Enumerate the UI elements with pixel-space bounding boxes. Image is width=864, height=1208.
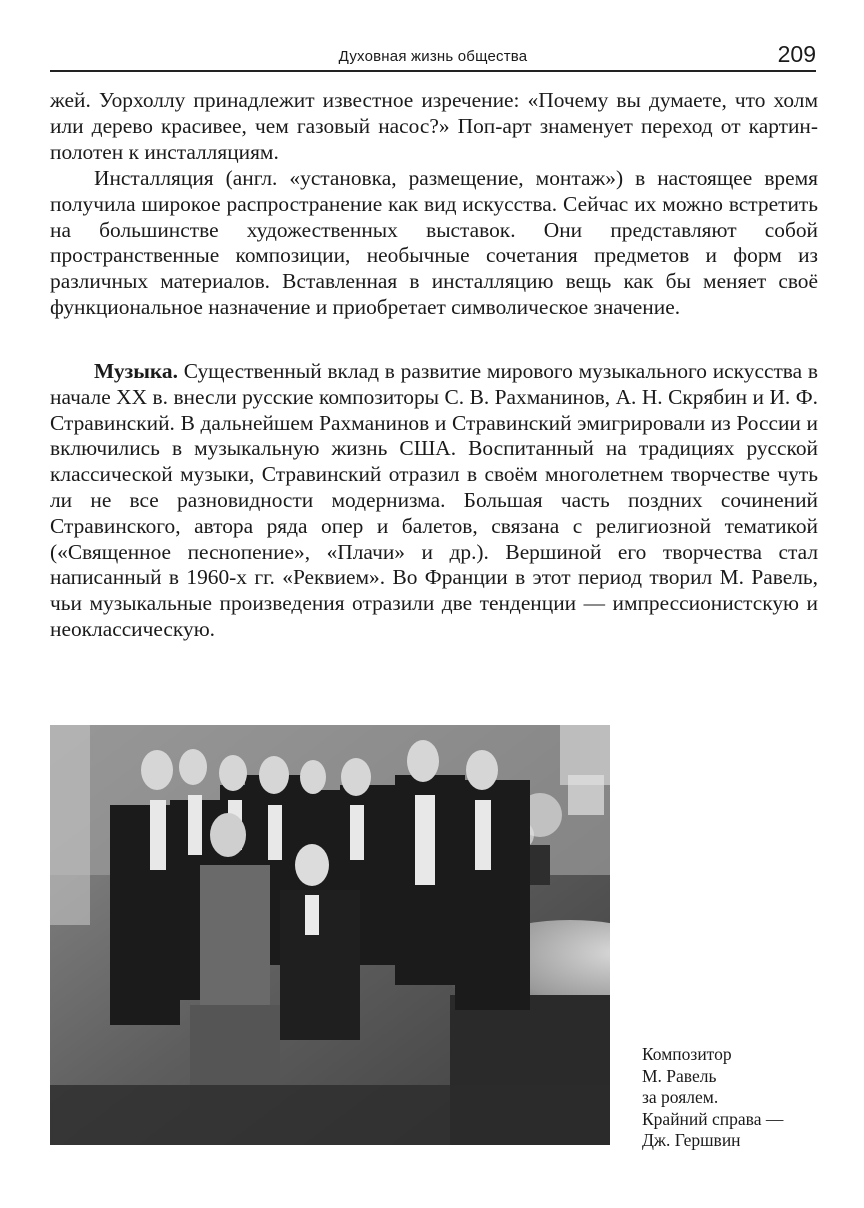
caption-line-4: Крайний справа — [642,1108,784,1129]
paragraph-music [50,359,818,643]
paragraph-1 [50,88,818,165]
caption-line-2: М. Равель [642,1065,717,1086]
running-title: Духовная жизнь общества [338,48,528,65]
photo-illustration [50,725,610,1145]
paragraph-installation [50,166,818,321]
music-run-in-heading: Музыка. [94,359,178,383]
paragraph-1-text: жей. Уорхоллу принадлежит известное изречение: «Почему вы думаете, что холм или дерево красивее, чем газовый насос?» Поп-арт знаменует переход от картин-полотен к инсталляциям. [50,88,818,164]
ravel-gershwin-photo [50,725,610,1145]
paragraph-installation-text: Инсталляция (англ. «установка, размещение, монтаж») в настоящее время получила широкое распространение как вид искусства. Сейчас их можно встретить на большинстве художественных выставок. Они представляют собой пространственные композиции, необычные сочетания предметов и форм из различных материалов. Вставленная в инсталляцию вещь как бы меняет своё функциональное назначение и приобретает символическое значение. [50,166,818,319]
caption-line-1: Композитор [642,1044,732,1064]
caption-line-5: Дж. Гершвин [642,1130,741,1150]
music-paragraph-body: Существенный вклад в развитие мирового музыкального искусства в начале XX в. внесли русские композиторы С. В. Рахманинов, А. Н. Скрябин и И. Ф. Стравинский. В дальнейшем Рахманинов и Стравинский эмигрировали из России и включились в музыкальную жизнь США. Воспитанный на традициях русской классической музыки, Стравинский отразил в своём многолетнем творчестве чуть ли не все разновидности модернизма. Большая часть поздних сочинений Стравинского, автора ряда опер и балетов, связана с религиозной тематикой («Священное песнопение», «Плачи» и др.). Вершиной его творчества стал написанный в 1960-х гг. «Реквием». Во Франции в этот период творил М. Равель, чьи музыкальные произведения отразили две тенденции — импрессионистскую и неоклассическую. [50,359,818,641]
page-number: 209 [777,41,816,67]
paragraph-music-text [50,359,818,643]
page-header [50,40,816,72]
caption-line-3: за роялем. [642,1087,719,1107]
photo-caption [642,1044,842,1152]
